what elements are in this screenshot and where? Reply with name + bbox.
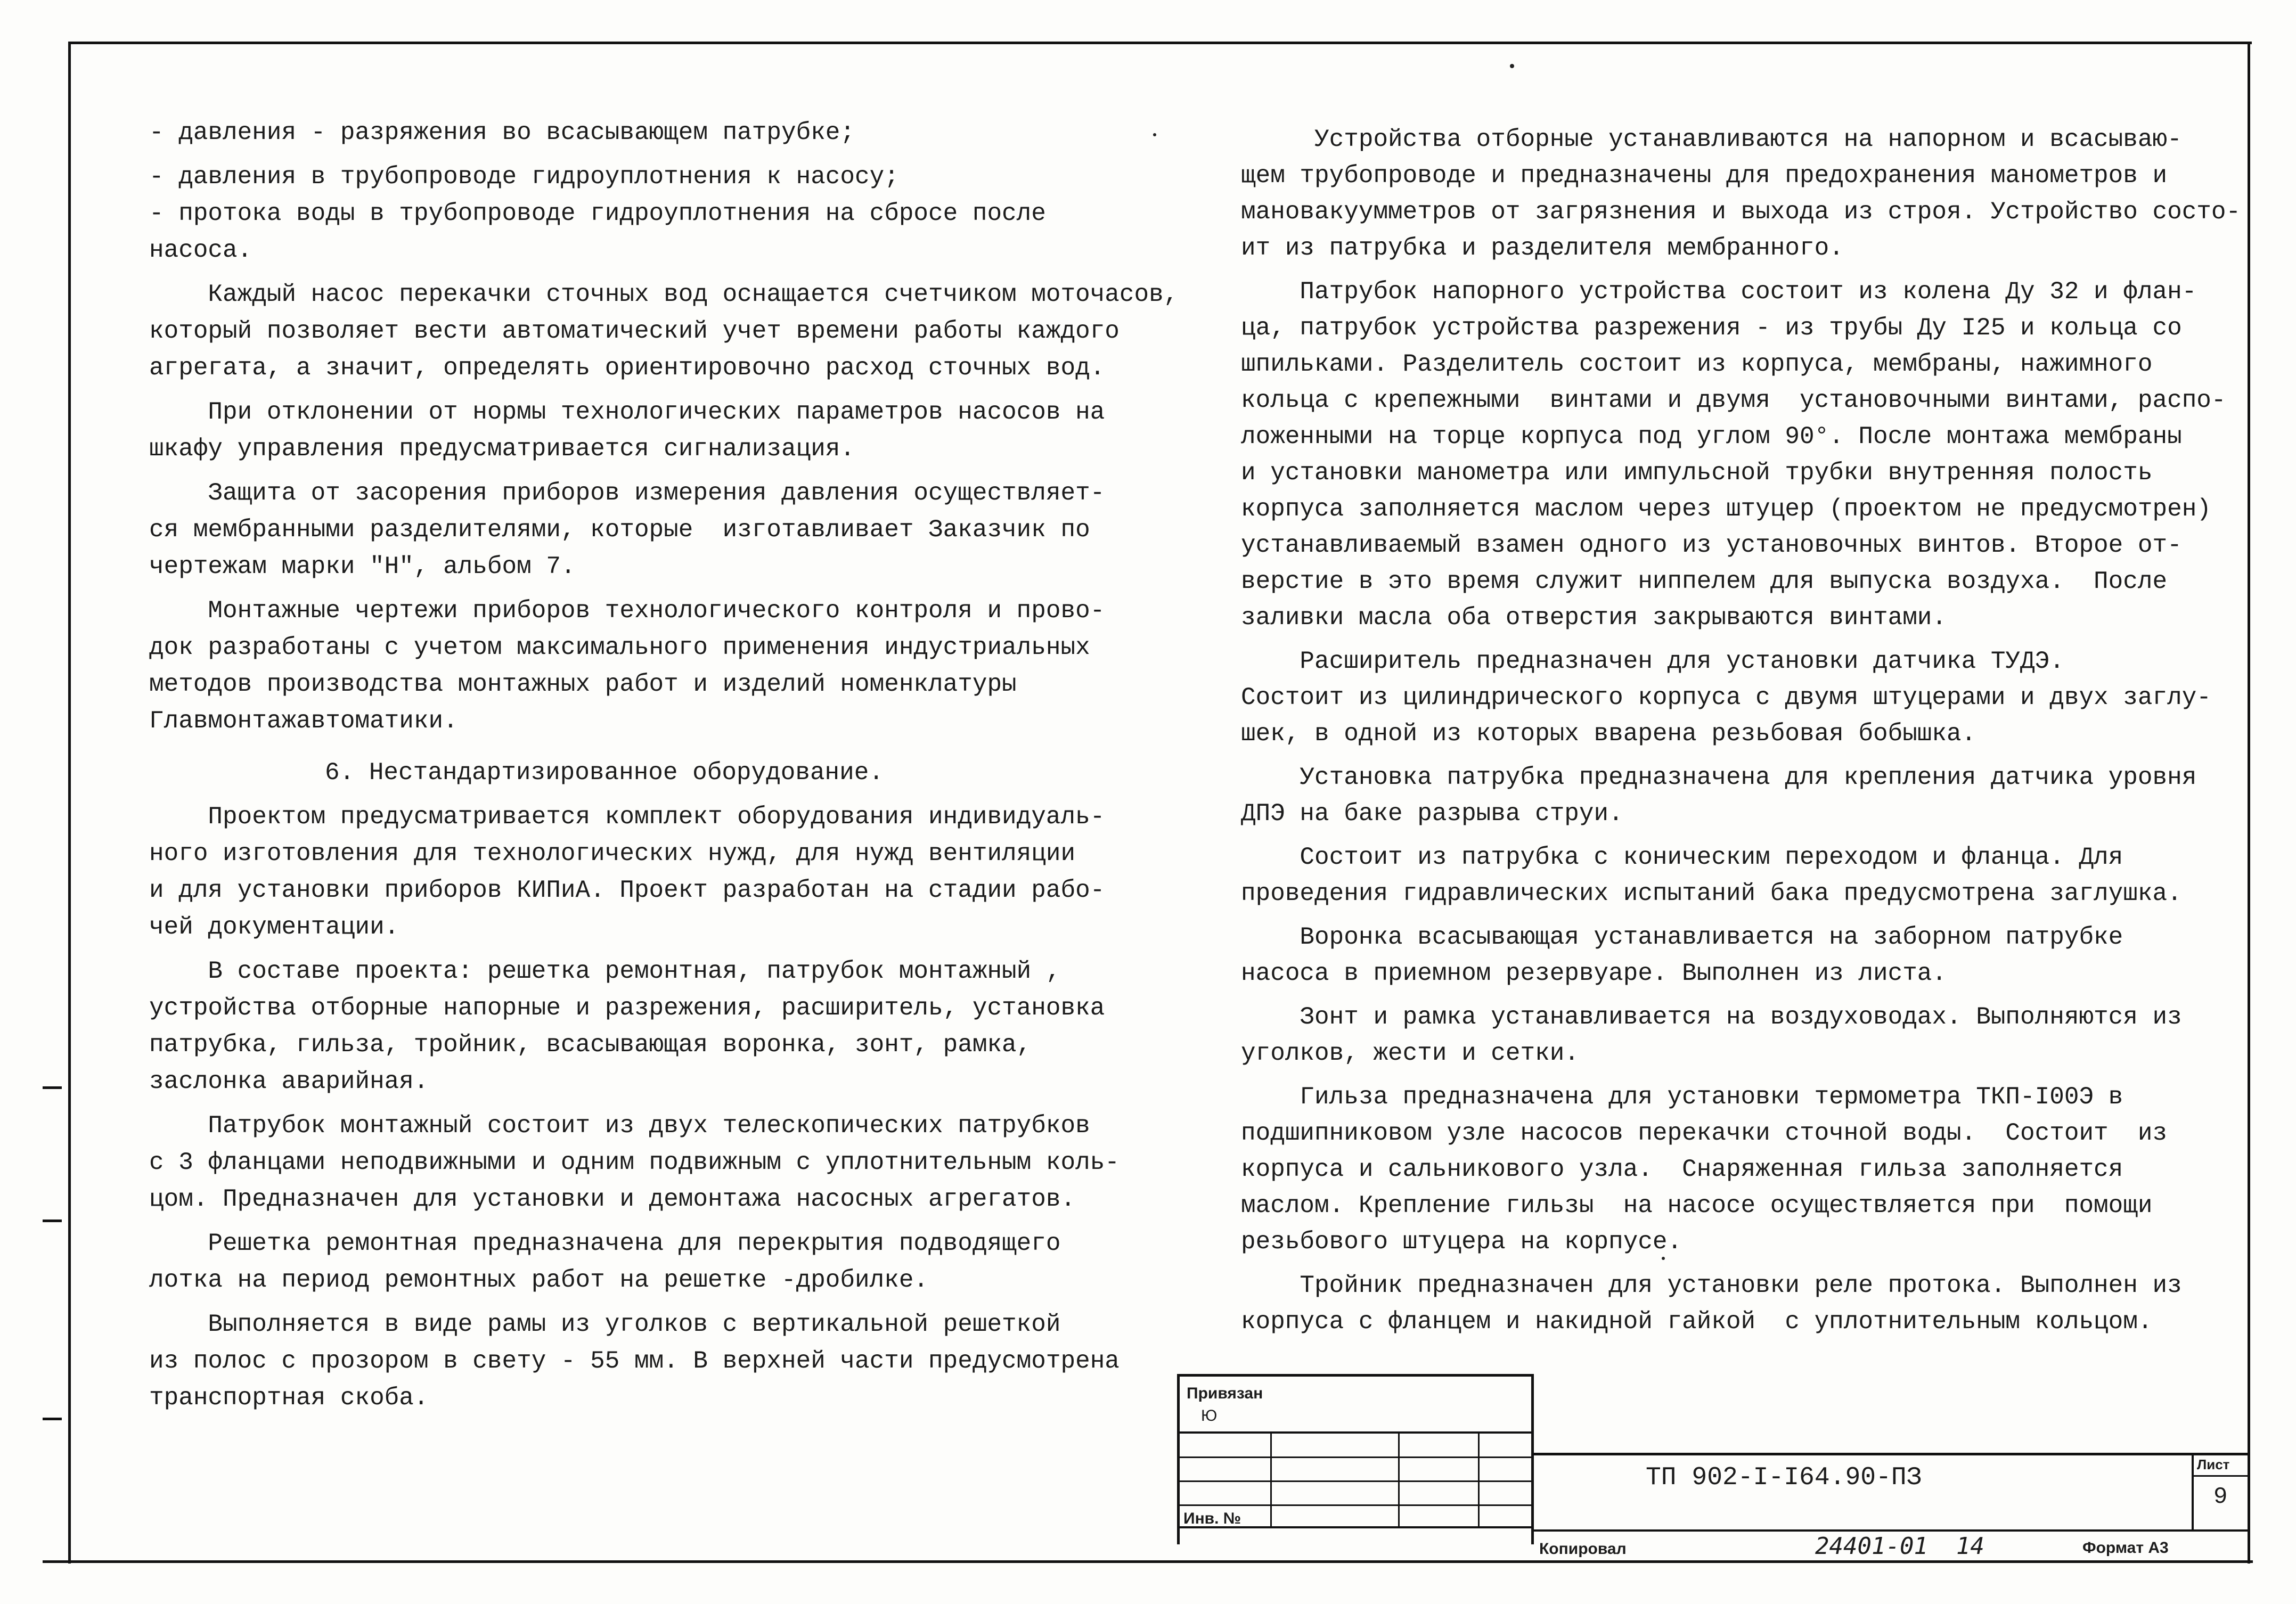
sheet-number: 9 [2213, 1484, 2228, 1510]
paragraph: Защита от засорения приборов измерения давления осуществляет- ся мембранными разделителями, которые изготавливает Заказчик по чертежам марки "Н", альбом 7. [149, 479, 1105, 580]
left-column [149, 114, 1178, 1424]
stamp-line [1534, 1453, 2249, 1455]
stamp-line [1177, 1431, 1534, 1434]
stamp-sheet-label: Лист [2197, 1456, 2230, 1472]
list-item: - давления - разряжения во всасывающем патрубке; [149, 119, 855, 146]
paragraph: Состоит из патрубка с коническим переходом и фланца. Для проведения гидравлических испытаний бака предусмотрена заглушка. [1241, 844, 2182, 907]
stamp-line [1177, 1374, 1180, 1544]
title-block [1177, 1374, 2249, 1560]
frame-right-border [2248, 42, 2250, 1564]
format-label: Формат А3 [2082, 1539, 2169, 1557]
frame-top-border [68, 42, 2252, 44]
stamp-line [1177, 1504, 1534, 1506]
paragraph: Воронка всасывающая устанавливается на заборном патрубке насоса в приемном резервуаре. Выполнен из листа. [1241, 923, 2123, 987]
section-heading: 6. Нестандартизированное оборудование. [325, 759, 884, 787]
stamp-line [1534, 1529, 2249, 1532]
paragraph: Решетка ремонтная предназначена для перекрытия подводящего лотка на период ремонтных работ на решетке -дробилке. [149, 1230, 1061, 1294]
margin-tick [43, 1418, 62, 1420]
paragraph: Каждый насос перекачки сточных вод оснащается счетчиком моточасов, который позволяет вести автоматический учет времени работы каждого агрегата, а значит, определять ориентировочно расход сточных вод. [149, 281, 1179, 382]
frame-bottom-border [43, 1560, 2253, 1563]
paragraph: В составе проекта: решетка ремонтная, патрубок монтажный , устройства отборные напорные и разрежения, расширитель, установка патрубка, гильза, тройник, всасывающая воронка, зонт, рамка, заслонка аварийная. [149, 958, 1105, 1095]
paragraph: Патрубок монтажный состоит из двух телескопических патрубков с 3 фланцами неподвижными и одним подвижным с уплотнительным коль- цом. Предназначен для установки и демонтажа насосных агрегатов. [149, 1112, 1120, 1213]
stamp-line [1177, 1374, 1534, 1377]
paragraph: При отклонении от нормы технологических параметров насосов на шкафу управления предусматривается сигнализация. [149, 398, 1105, 463]
paragraph: Установка патрубка предназначена для крепления датчика уровня ДПЭ на баке разрыва струи. [1241, 764, 2197, 828]
paragraph: Тройник предназначен для установки реле протока. Выполнен из корпуса с фланцем и накидной гайкой с уплотнительным кольцом. [1241, 1272, 2182, 1336]
stamp-line [1478, 1431, 1480, 1527]
stamp-line [1177, 1480, 1534, 1482]
stamp-line [1531, 1374, 1534, 1544]
paragraph: Выполняется в виде рамы из уголков с вертикальной решеткой из полос с прозором в свету - 55 мм. В верхней части предусмотрена транспортная скоба. [149, 1311, 1120, 1412]
paragraph: Устройства отборные устанавливаются на напорном и всасываю- щем трубопроводе и предназначены для предохранения манометров и мановакуумметров от загрязнения и выхода из строя. Устройство состо- ит из патрубка и разделителя мембранного. [1241, 126, 2241, 262]
margin-tick [43, 1086, 62, 1089]
paragraph: Гильза предназначена для установки термометра ТКП-I00Э в подшипниковом узле насосов перекачки сточной воды. Состоит из корпуса и сальникового узла. Снаряженная гильза заполняется маслом. Крепление гильзы на насосе осуществляется при помощи резьбового штуцера на корпусе. [1241, 1083, 2168, 1256]
list-item: - протока воды в трубопроводе гидроуплотнения на сбросе после насоса. [149, 200, 1046, 264]
stamp-inv-label: Инв. № [1183, 1510, 1241, 1527]
scan-speck [1510, 64, 1514, 68]
paragraph: Зонт и рамка устанавливается на воздуховодах. Выполняются из уголков, жести и сетки. [1241, 1003, 2182, 1067]
document-code: ТП 902-I-I64.90-ПЗ [1646, 1463, 1922, 1492]
stamp-line [2192, 1453, 2194, 1532]
paragraph: Расширитель предназначен для установки датчика ТУДЭ. Состоит из цилиндрического корпуса с двумя штуцерами и двух заглу- шек, в одной из которых вварена резьбовая бобышка. [1241, 648, 2211, 748]
stamp-line [1270, 1431, 1272, 1527]
list-item: - давления в трубопроводе гидроуплотнения к насосу; [149, 163, 899, 191]
frame-left-border [68, 42, 71, 1564]
stamp-line [1398, 1431, 1400, 1527]
paragraph: Монтажные чертежи приборов технологического контроля и прово- док разработаны с учетом максимального применения индустриальных методов производства монтажных работ и изделий номенклатуры Главмонтажавтоматики. [149, 597, 1105, 735]
stamp-privyazan-label: Привязан [1187, 1385, 1263, 1402]
paragraph: Проектом предусматривается комплект оборудования индивидуаль- ного изготовления для технологических нужд, для нужд вентиляции и для установки приборов КИПиА. Проект разработан на стадии рабо- чей документации. [149, 803, 1105, 941]
stamp-line [1177, 1456, 1534, 1458]
margin-tick [43, 1220, 62, 1222]
stamp-privyazan-value: Ю [1201, 1407, 1218, 1425]
copy-number: 24401-01 14 [1815, 1533, 1984, 1560]
right-column [1241, 121, 2241, 1347]
stamp-line [2192, 1475, 2249, 1477]
paragraph: Патрубок напорного устройства состоит из колена Ду 32 и флан- ца, патрубок устройства разрежения - из трубы Ду I25 и кольца со шпильками. Разделитель состоит из корпуса, мембраны, нажимного кольца с крепежными винтами и двумя установочными винтами, распо- ложенными на торце корпуса под углом 90°. После монтажа мембраны и установки манометра или импульсной трубки внутренняя полость корпуса заполняется маслом через штуцер (проектом не предусмотрен) устанавливаемый взамен одного из установочных винтов. Второе от- верстие в это время служит ниппелем для выпуска воздуха. После заливки масла оба отверстия закрываются винтами. [1241, 278, 2226, 632]
copied-label: Копировал [1539, 1540, 1627, 1558]
